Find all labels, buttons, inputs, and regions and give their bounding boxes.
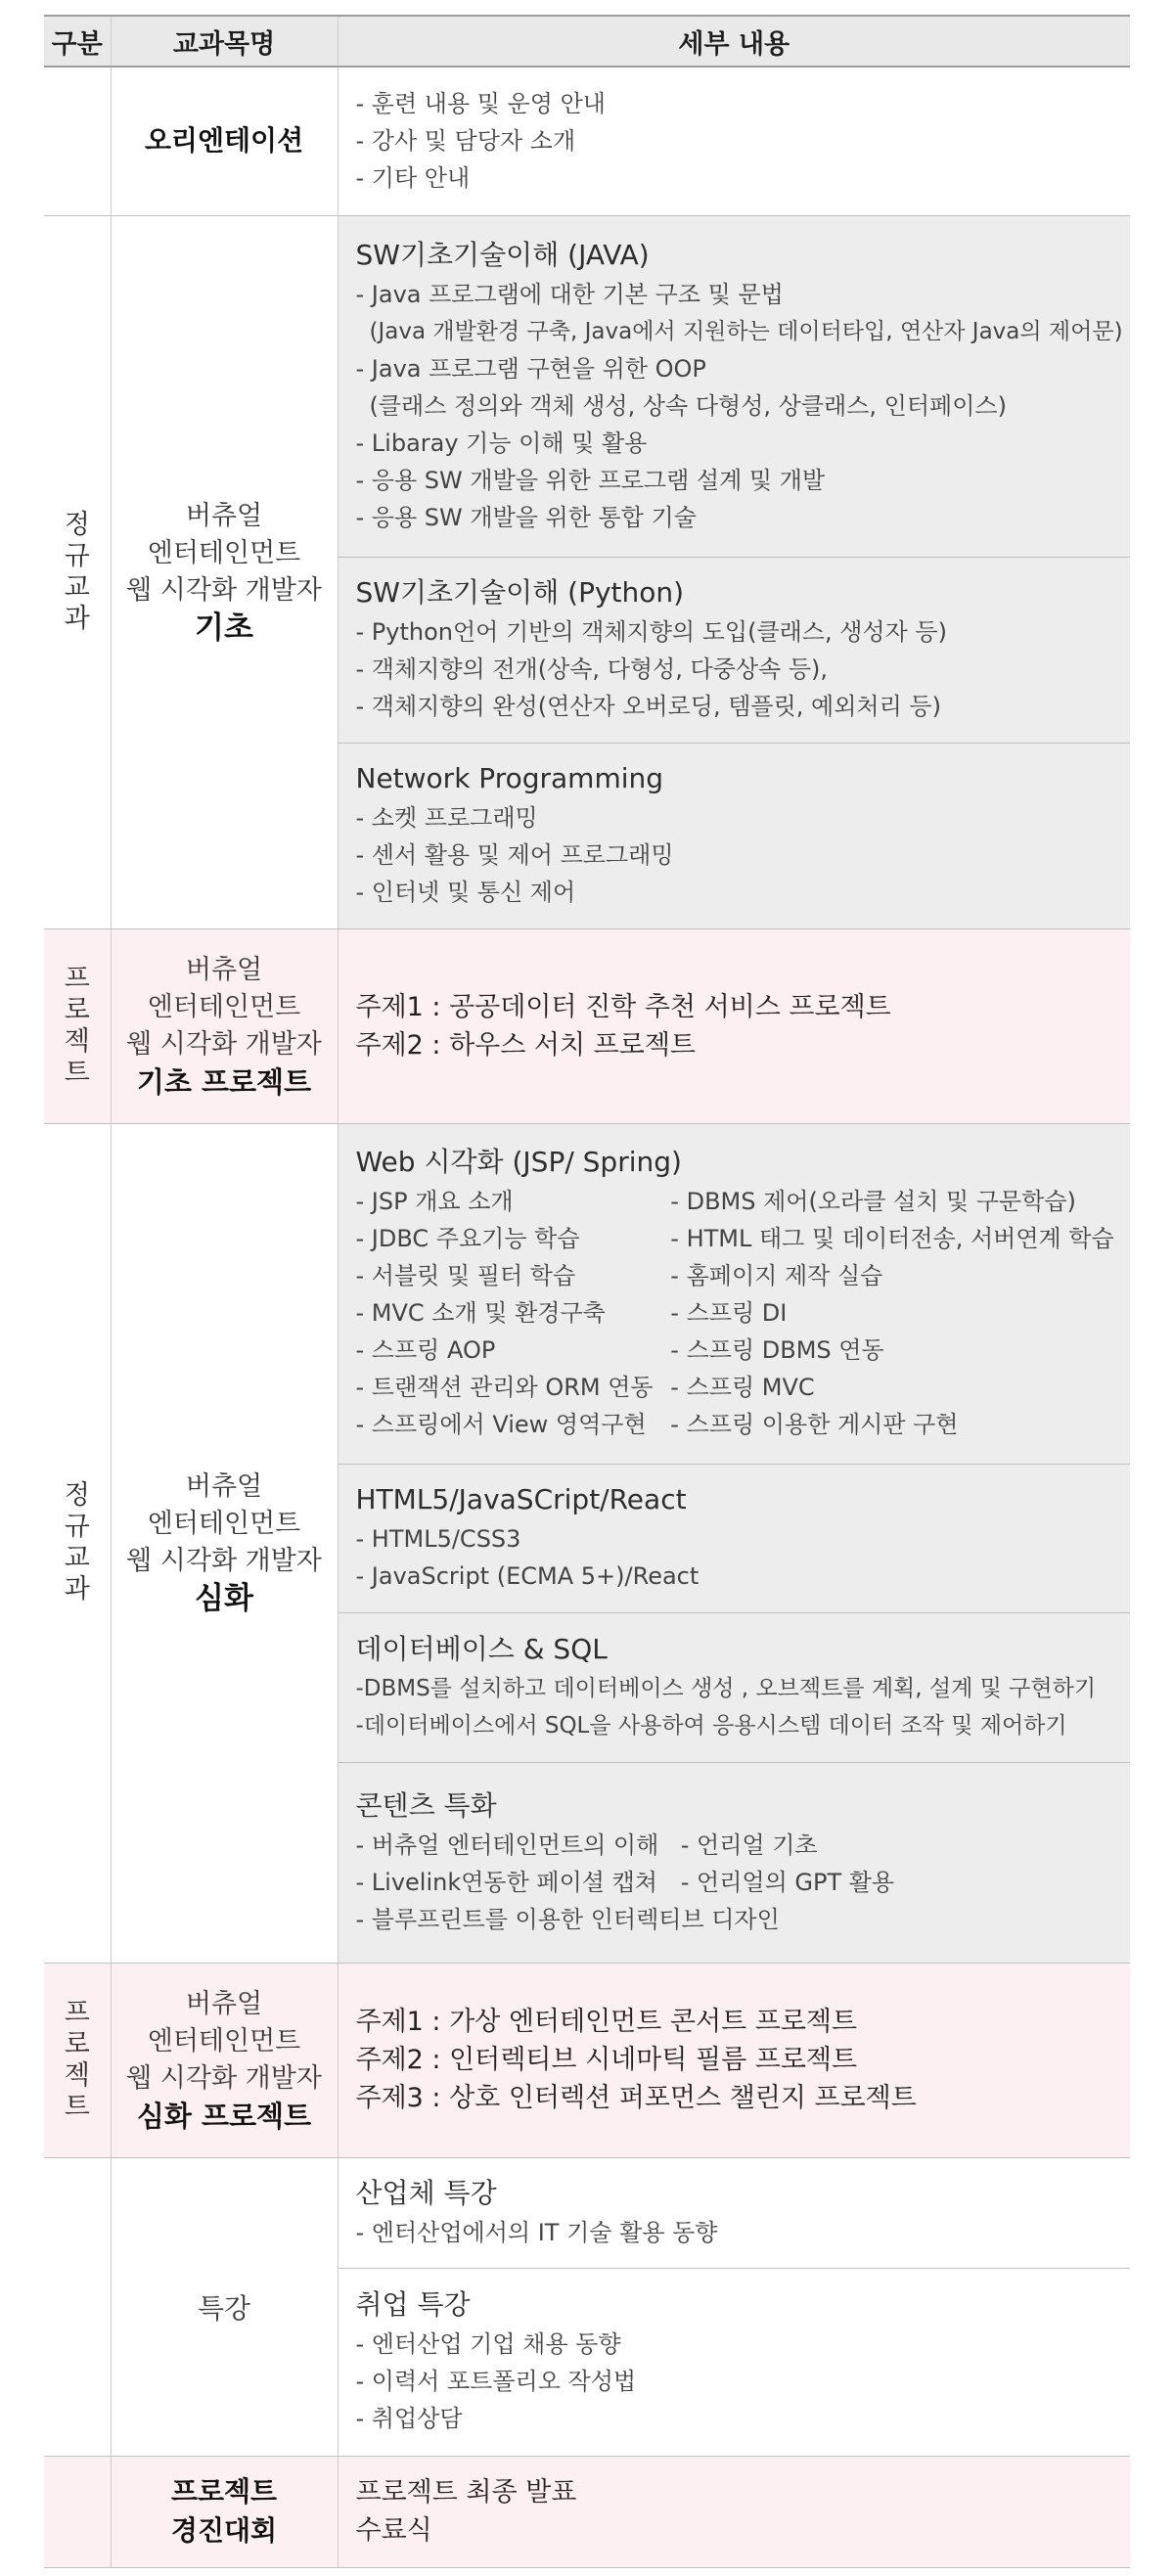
section-title: HTML5/JavaSCript/React (355, 1483, 687, 1515)
detail-cell-java (338, 215, 1130, 557)
curriculum-table (44, 15, 1130, 2568)
category-char: 과 (64, 1574, 90, 1604)
course-cell-contest (111, 2456, 338, 2567)
category-char: 정 (64, 509, 90, 540)
section-title: Web 시각화 (JSP/ Spring) (355, 1146, 682, 1178)
table-row-web (44, 1123, 1130, 1464)
detail-cell-project-advanced (338, 1963, 1130, 2157)
detail-line: - DBMS 제어(오라클 설치 및 구문학습) (670, 1188, 1076, 1215)
content-left-list (356, 1827, 681, 1901)
category-char: 로 (64, 2028, 90, 2059)
detail-line: - HTML5/CSS3 (355, 1525, 521, 1553)
course-cell-basic-project (111, 928, 338, 1123)
detail-cell-project-basic (338, 928, 1130, 1123)
detail-line: - 스프링 DBMS 연동 (670, 1336, 884, 1364)
course-line: 버츄얼 (185, 500, 263, 531)
detail-line: - Java 프로그램 구현을 위한 OOP (355, 354, 706, 383)
web-right-list (670, 1183, 1130, 1443)
course-special: 특강 (197, 2291, 251, 2325)
header-detail: 세부 내용 (338, 16, 1130, 67)
detail-line: - 객체지향의 전개(상속, 다형성, 다중상속 등), (355, 655, 829, 683)
course-line: 웹 시각화 개발자 (126, 574, 322, 606)
detail-cell-special-industry (338, 2157, 1130, 2268)
course-line: 프로젝트 (170, 2475, 278, 2508)
detail-line: - JDBC 주요기능 학습 (355, 1225, 580, 1252)
detail-line: (클래스 정의와 객체 생성, 상속 다형성, 상클래스, 인터페이스) (369, 391, 1007, 420)
detail-line: - Python언어 기반의 객체지향의 도입(클래스, 생성자 등) (355, 618, 947, 646)
detail-line: (Java 개발환경 구축, Java에서 지원하는 데이터타입, 연산자 Java의 제어문) (369, 318, 1123, 344)
detail-line: - 언리얼의 GPT 활용 (680, 1868, 895, 1896)
contest-item: 수료식 (355, 2515, 432, 2546)
category-project-1 (44, 928, 111, 1123)
detail-line: - 센서 활용 및 제어 프로그래밍 (355, 841, 674, 869)
category-char: 프 (64, 963, 90, 994)
course-line: 버츄얼 (185, 954, 263, 985)
detail-cell-special-job (338, 2268, 1130, 2456)
curriculum-table-wrapper (44, 15, 1130, 2568)
category-char: 로 (64, 994, 90, 1025)
course-line: 엔터테인먼트 (147, 537, 301, 568)
detail-line: - 엔터산업 기업 채용 동향 (355, 2330, 621, 2358)
detail-cell-content (338, 1762, 1130, 1963)
project-topic: 주제1 : 공공데이터 진학 추천 서비스 프로젝트 (355, 991, 891, 1022)
category-regular-1 (44, 215, 111, 928)
category-char: 젝 (64, 1025, 90, 1057)
detail-line: - 스프링 DI (670, 1299, 788, 1327)
category-cell-empty (44, 2157, 111, 2456)
web-left-list (356, 1183, 671, 1443)
detail-cell-contest (338, 2456, 1130, 2567)
detail-cell-python (338, 557, 1130, 743)
detail-line: - 스프링 AOP (355, 1336, 496, 1364)
section-title: SW기초기술이해 (JAVA) (355, 238, 650, 271)
course-line: 버츄얼 (185, 1471, 263, 1502)
category-cell-empty (44, 2456, 111, 2567)
project-topic: 주제2 : 하우스 서치 프로젝트 (355, 1029, 697, 1061)
detail-line: - 스프링 MVC (670, 1374, 815, 1401)
course-level: 기초 (195, 610, 253, 646)
detail-line: -데이터베이스에서 SQL을 사용하여 응용시스템 데이터 조작 및 제어하기 (355, 1712, 1067, 1739)
detail-line: - MVC 소개 및 환경구축 (355, 1299, 606, 1327)
project-topic: 주제1 : 가상 엔터테인먼트 콘서트 프로젝트 (355, 2007, 858, 2037)
table-row-contest (44, 2456, 1130, 2567)
detail-line: - 스프링에서 View 영역구현 (355, 1411, 647, 1438)
detail-line: - 트랜잭션 관리와 ORM 연동 (355, 1374, 654, 1401)
section-title: SW기초기술이해 (Python) (355, 576, 685, 609)
detail-line: - 홈페이지 제작 실습 (670, 1262, 883, 1289)
category-char: 트 (64, 1057, 90, 1088)
content-right-list (681, 1827, 1130, 1901)
course-line: 웹 시각화 개발자 (126, 1546, 322, 1576)
category-char: 프 (64, 1997, 90, 2028)
course-cell-basic (111, 215, 338, 928)
course-level: 기초 프로젝트 (136, 1064, 312, 1099)
detail-line: - 훈련 내용 및 운영 안내 (355, 90, 606, 118)
course-level: 심화 (195, 1581, 253, 1616)
project-topic: 주제3 : 상호 인터렉션 퍼포먼스 챌린지 프로젝트 (355, 2083, 917, 2113)
category-char: 젝 (64, 2059, 90, 2091)
header-course: 교과목명 (111, 16, 338, 67)
category-char: 과 (64, 603, 90, 634)
category-char: 교 (64, 571, 90, 603)
course-cell-advanced (111, 1123, 338, 1963)
detail-line: - JSP 개요 소개 (355, 1188, 514, 1215)
detail-cell-orientation (338, 67, 1130, 215)
detail-cell-web (338, 1123, 1130, 1464)
course-line: 웹 시각화 개발자 (126, 2062, 322, 2094)
detail-line: - 스프링 이용한 게시판 구현 (670, 1411, 959, 1438)
detail-line: - 서블릿 및 필터 학습 (355, 1262, 576, 1289)
header-category: 구분 (44, 16, 111, 67)
detail-line: - HTML 태그 및 데이터전송, 서버연계 학습 (670, 1225, 1114, 1252)
section-title: 산업체 특강 (355, 2176, 497, 2209)
detail-line: - 블루프린트를 이용한 인터렉티브 디자인 (355, 1905, 780, 1933)
detail-cell-html5 (338, 1464, 1130, 1612)
table-row-project-advanced (44, 1963, 1130, 2157)
category-regular-2 (44, 1123, 111, 1963)
table-row-java (44, 215, 1130, 557)
category-char: 교 (64, 1543, 90, 1573)
section-title: 취업 특강 (355, 2288, 471, 2321)
detail-line: - Livelink연동한 페이셜 캡쳐 (355, 1868, 657, 1896)
course-line: 엔터테인먼트 (147, 991, 301, 1022)
table-row-special-industry (44, 2157, 1130, 2268)
course-line: 경진대회 (170, 2514, 278, 2547)
course-cell-advanced-project (111, 1963, 338, 2157)
course-line: 웹 시각화 개발자 (126, 1028, 322, 1060)
detail-line: -DBMS를 설치하고 데이터베이스 생성 , 오브젝트를 계획, 설계 및 구현하기 (355, 1675, 1097, 1701)
detail-cell-network (338, 743, 1130, 928)
detail-line: - 인터넷 및 통신 제어 (355, 879, 576, 906)
category-char: 규 (64, 1512, 90, 1542)
detail-line: - 기타 안내 (355, 164, 471, 193)
category-char: 트 (64, 2091, 90, 2122)
table-row-project-basic (44, 928, 1130, 1123)
course-cell-orientation (111, 67, 338, 215)
course-level: 심화 프로젝트 (136, 2099, 312, 2133)
category-project-2 (44, 1963, 111, 2157)
detail-line: - Libaray 기능 이해 및 활용 (355, 429, 648, 457)
detail-line: - 응용 SW 개발을 위한 통합 기술 (355, 503, 697, 531)
course-orientation: 오리엔테이션 (144, 124, 304, 158)
section-title: Network Programming (355, 762, 664, 794)
section-title: 콘텐츠 특화 (355, 1788, 497, 1822)
detail-line: - 응용 SW 개발을 위한 프로그램 설계 및 개발 (355, 466, 826, 494)
detail-line: - 강사 및 담당자 소개 (355, 127, 576, 156)
contest-item: 프로젝트 최종 발표 (355, 2477, 577, 2508)
detail-line: - 언리얼 기초 (680, 1830, 818, 1859)
detail-line: - 이력서 포트폴리오 작성법 (355, 2368, 637, 2395)
detail-line: - Java 프로그램에 대한 기본 구조 및 문법 (355, 280, 784, 308)
detail-line: - JavaScript (ECMA 5+)/React (355, 1562, 700, 1590)
detail-line: - 객체지향의 완성(연산자 오버로딩, 템플릿, 예외처리 등) (355, 693, 941, 720)
table-header-row (44, 16, 1130, 67)
project-topic: 주제2 : 인터렉티브 시네마틱 필름 프로젝트 (355, 2045, 858, 2075)
course-line: 엔터테인먼트 (147, 1509, 301, 1539)
category-char: 규 (64, 540, 90, 571)
detail-line: - 버츄얼 엔터테인먼트의 이해 (355, 1830, 659, 1859)
section-title: 데이터베이스 & SQL (355, 1632, 608, 1665)
detail-line: - 엔터산업에서의 IT 기술 활용 동향 (355, 2218, 718, 2246)
detail-line: - 취업상담 (355, 2405, 463, 2432)
course-cell-special (111, 2157, 338, 2456)
table-row-orientation (44, 67, 1130, 215)
course-line: 엔터테인먼트 (147, 2025, 301, 2056)
detail-cell-db (338, 1612, 1130, 1762)
category-cell-empty (44, 67, 111, 215)
category-char: 정 (64, 1480, 90, 1511)
detail-line: - 소켓 프로그래밍 (355, 804, 538, 832)
course-line: 버츄얼 (185, 1988, 263, 2019)
